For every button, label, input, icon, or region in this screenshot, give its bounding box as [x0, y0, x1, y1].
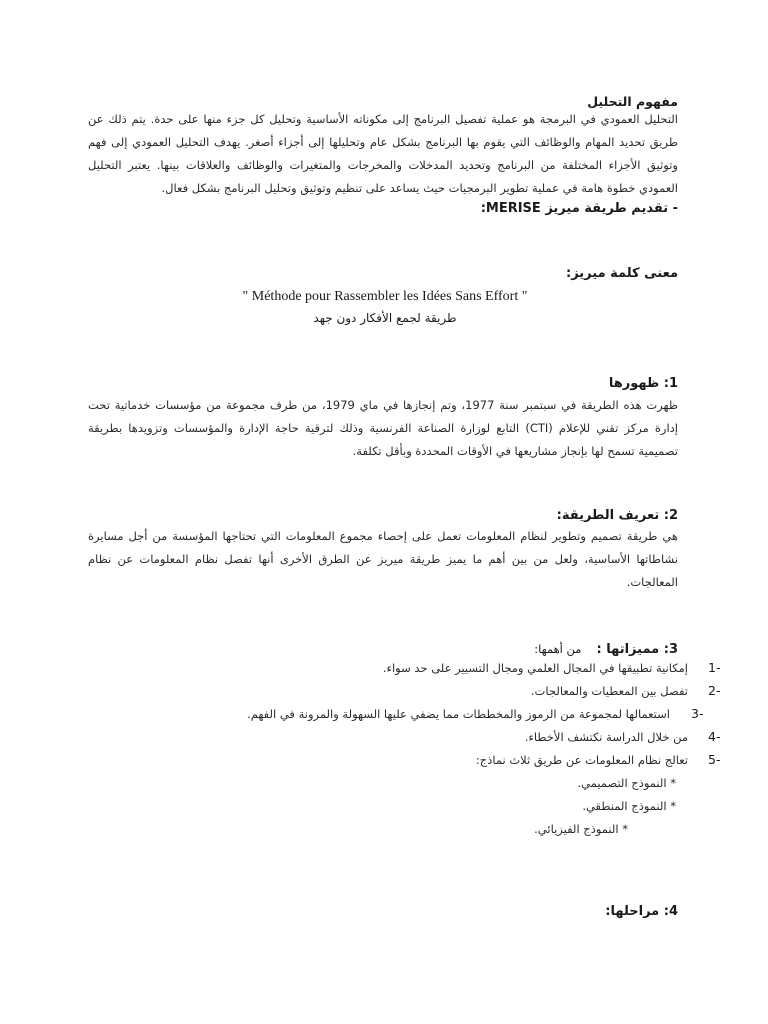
section1-paragraph: ظهرت هذه الطريقة في سبتمبر سنة 1977، وتم إنجازها في ماي 1979، من طرف مجموعة من مؤسسات خدماتية تحت إدارة مركز تقني للإعلام (CTI) التابع لوزارة الصناعة الفرنسية وذلك لترقية حاجة الإدارة والمؤسسات وتزويدها بطريقة تصميمية تسمح لها بإنجاز مشاريعها في الأوقات المحددة وبأقل تكلفة.	[88, 398, 678, 458]
intro-paragraph: التحليل العمودي في البرمجة هو عملية تفصيل البرنامج إلى مكوناته الأساسية وتحليل كل جزء منها على حدة. يتم ذلك عن طريق تحديد المهام والوظائف التي يقوم بها البرنامج بشكل عام وتحليلها إلى أجزاء أصغر. يهدف التحليل العمودي إلى فهم وتوثيق الأجزاء المختلفة من البرنامج وتحديد المدخلات والمخرجات والمتغيرات والوظائف والعلاقات بينها. يعتبر التحليل العمودي خطوة هامة في عملية تطوير البرمجيات حيث يساعد على تنظيم وتوثيق وتحليل البرنامج بشكل فعال.	[88, 112, 678, 195]
section1-heading: 1: ظهورها	[608, 376, 678, 391]
list-item: تفصل بين المعطيات والمعالجات.	[530, 684, 688, 698]
section4-heading: 4: مراحلها:	[605, 904, 678, 919]
list-item-number: 5-	[708, 752, 721, 767]
section2-heading: 2: تعريف الطريقة:	[556, 508, 678, 523]
model-item: * النموذج المنطقي.	[582, 799, 676, 813]
list-item-number: 2-	[708, 683, 721, 698]
list-item-number: 1-	[708, 660, 721, 675]
section3-subheading: من أهمها:	[534, 642, 582, 656]
list-item-number: 4-	[708, 729, 721, 744]
model-item: * النموذج التصميمي.	[577, 776, 676, 790]
merise-title: - تقديم طريقة ميريز MERISE:	[480, 201, 678, 216]
meaning-heading: معنى كلمة ميريز:	[566, 266, 678, 281]
section2-paragraph: هي طريقة تصميم وتطوير لنظام المعلومات تعمل على إحصاء مجموع المعلومات التي تحتاجها المؤسسة من أجل مسايرة نشاطاتها الأساسية، ولعل من بين أهم ما يميز طريقة ميريز عن الطرق الأخرى أنها تفصل نظام المعلومات عن نظام المعالجات.	[88, 529, 678, 589]
list-item: إمكانية تطبيقها في المجال العلمي ومجال التسيير على حد سواء.	[382, 661, 688, 675]
french-expansion: " Méthode pour Rassembler les Idées Sans Effort "	[242, 289, 528, 304]
intro-heading: مفهوم التحليل	[587, 94, 678, 109]
list-item-number: 3-	[691, 706, 704, 721]
list-item: استعمالها لمجموعة من الرموز والمخططات مما يضفي عليها السهولة والمرونة في الفهم.	[247, 707, 670, 721]
list-item: تعالج نظام المعلومات عن طريق ثلاث نماذج:	[475, 753, 688, 767]
model-item: * النموذج الفيزيائي.	[534, 822, 628, 836]
arabic-translation: طريقة لجمع الأفكار دون جهد	[313, 311, 457, 325]
list-item: من خلال الدراسة نكتشف الأخطاء.	[524, 730, 688, 744]
section3-heading-line	[534, 638, 678, 657]
section3-heading: 3: مميزاتها :	[596, 642, 678, 657]
